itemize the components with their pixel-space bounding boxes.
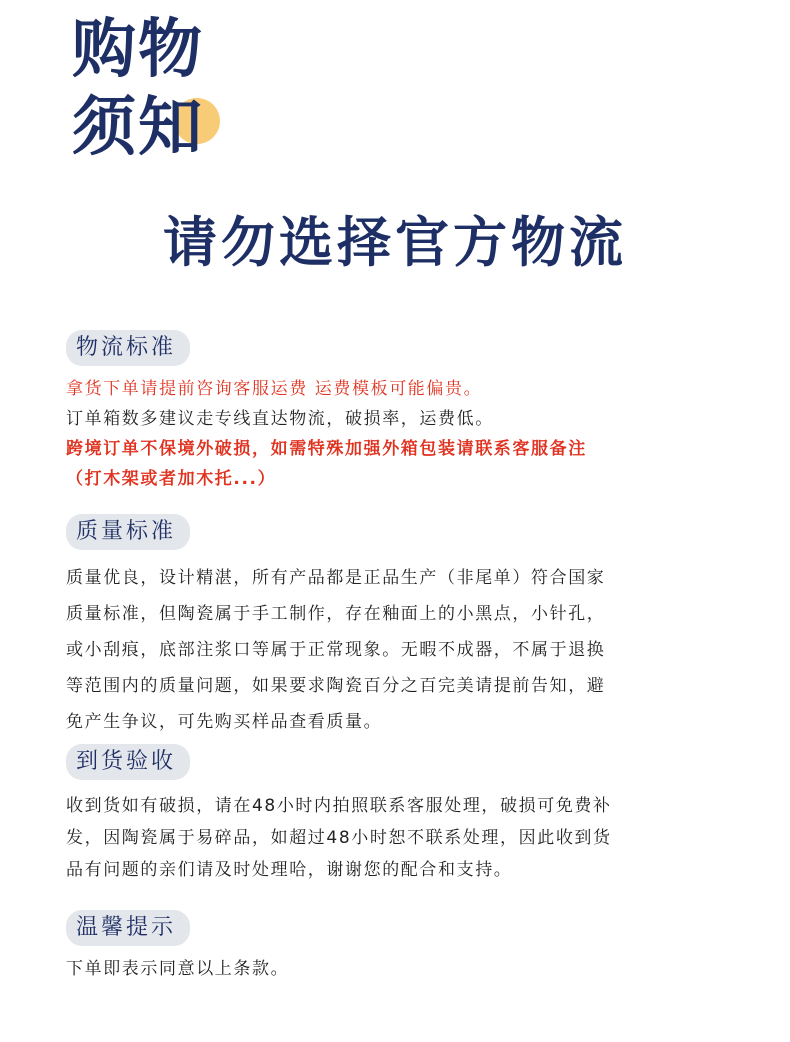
- logistics-line-1: 拿货下单请提前咨询客服运费 运费模板可能偏贵。: [66, 379, 483, 399]
- section-quality: [66, 514, 746, 740]
- section-title-pill: 物流标准: [66, 330, 190, 366]
- arrival-line-2: 发，因陶瓷属于易碎品，如超过48小时恕不联系处理，因此收到货: [66, 828, 612, 848]
- section-logistics: [66, 330, 746, 494]
- quality-line-1: 质量优良，设计精湛，所有产品都是正品生产（非尾单）符合国家: [66, 568, 606, 588]
- arrival-line-3: 品有问题的亲们请及时处理哈，谢谢您的配合和支持。: [66, 860, 513, 880]
- logistics-line-2: 订单箱数多建议走专线直达物流，破损率，运费低。: [66, 409, 494, 429]
- tips-line-1: 下单即表示同意以上条款。: [66, 959, 290, 979]
- quality-line-3: 或小刮痕，底部注浆口等属于正常现象。无暇不成器，不属于退换: [66, 640, 606, 660]
- page-headline: 请勿选择官方物流: [163, 210, 627, 274]
- section-tips: [66, 910, 746, 984]
- quality-line-5: 免产生争议，可先购买样品查看质量。: [66, 712, 383, 732]
- arrival-line-1: 收到货如有破损，请在48小时内拍照联系客服处理，破损可免费补: [66, 796, 612, 816]
- logo-line-2: 须知: [72, 91, 204, 165]
- section-title-pill: 温馨提示: [66, 910, 190, 946]
- section-arrival-inspection: [66, 744, 746, 886]
- logo-line-1: 购物: [72, 13, 204, 87]
- quality-line-2: 质量标准，但陶瓷属于手工制作，存在釉面上的小黑点，小针孔，: [66, 604, 606, 624]
- section-title-pill: 质量标准: [66, 514, 190, 550]
- section-title-pill: 到货验收: [66, 744, 190, 780]
- logistics-line-3: 跨境订单不保境外破损，如需特殊加强外箱包装请联系客服备注: [66, 439, 587, 459]
- logo: [72, 10, 242, 170]
- logistics-line-4: （打木架或者加木托...）: [66, 469, 277, 489]
- quality-line-4: 等范围内的质量问题，如果要求陶瓷百分之百完美请提前告知，避: [66, 676, 606, 696]
